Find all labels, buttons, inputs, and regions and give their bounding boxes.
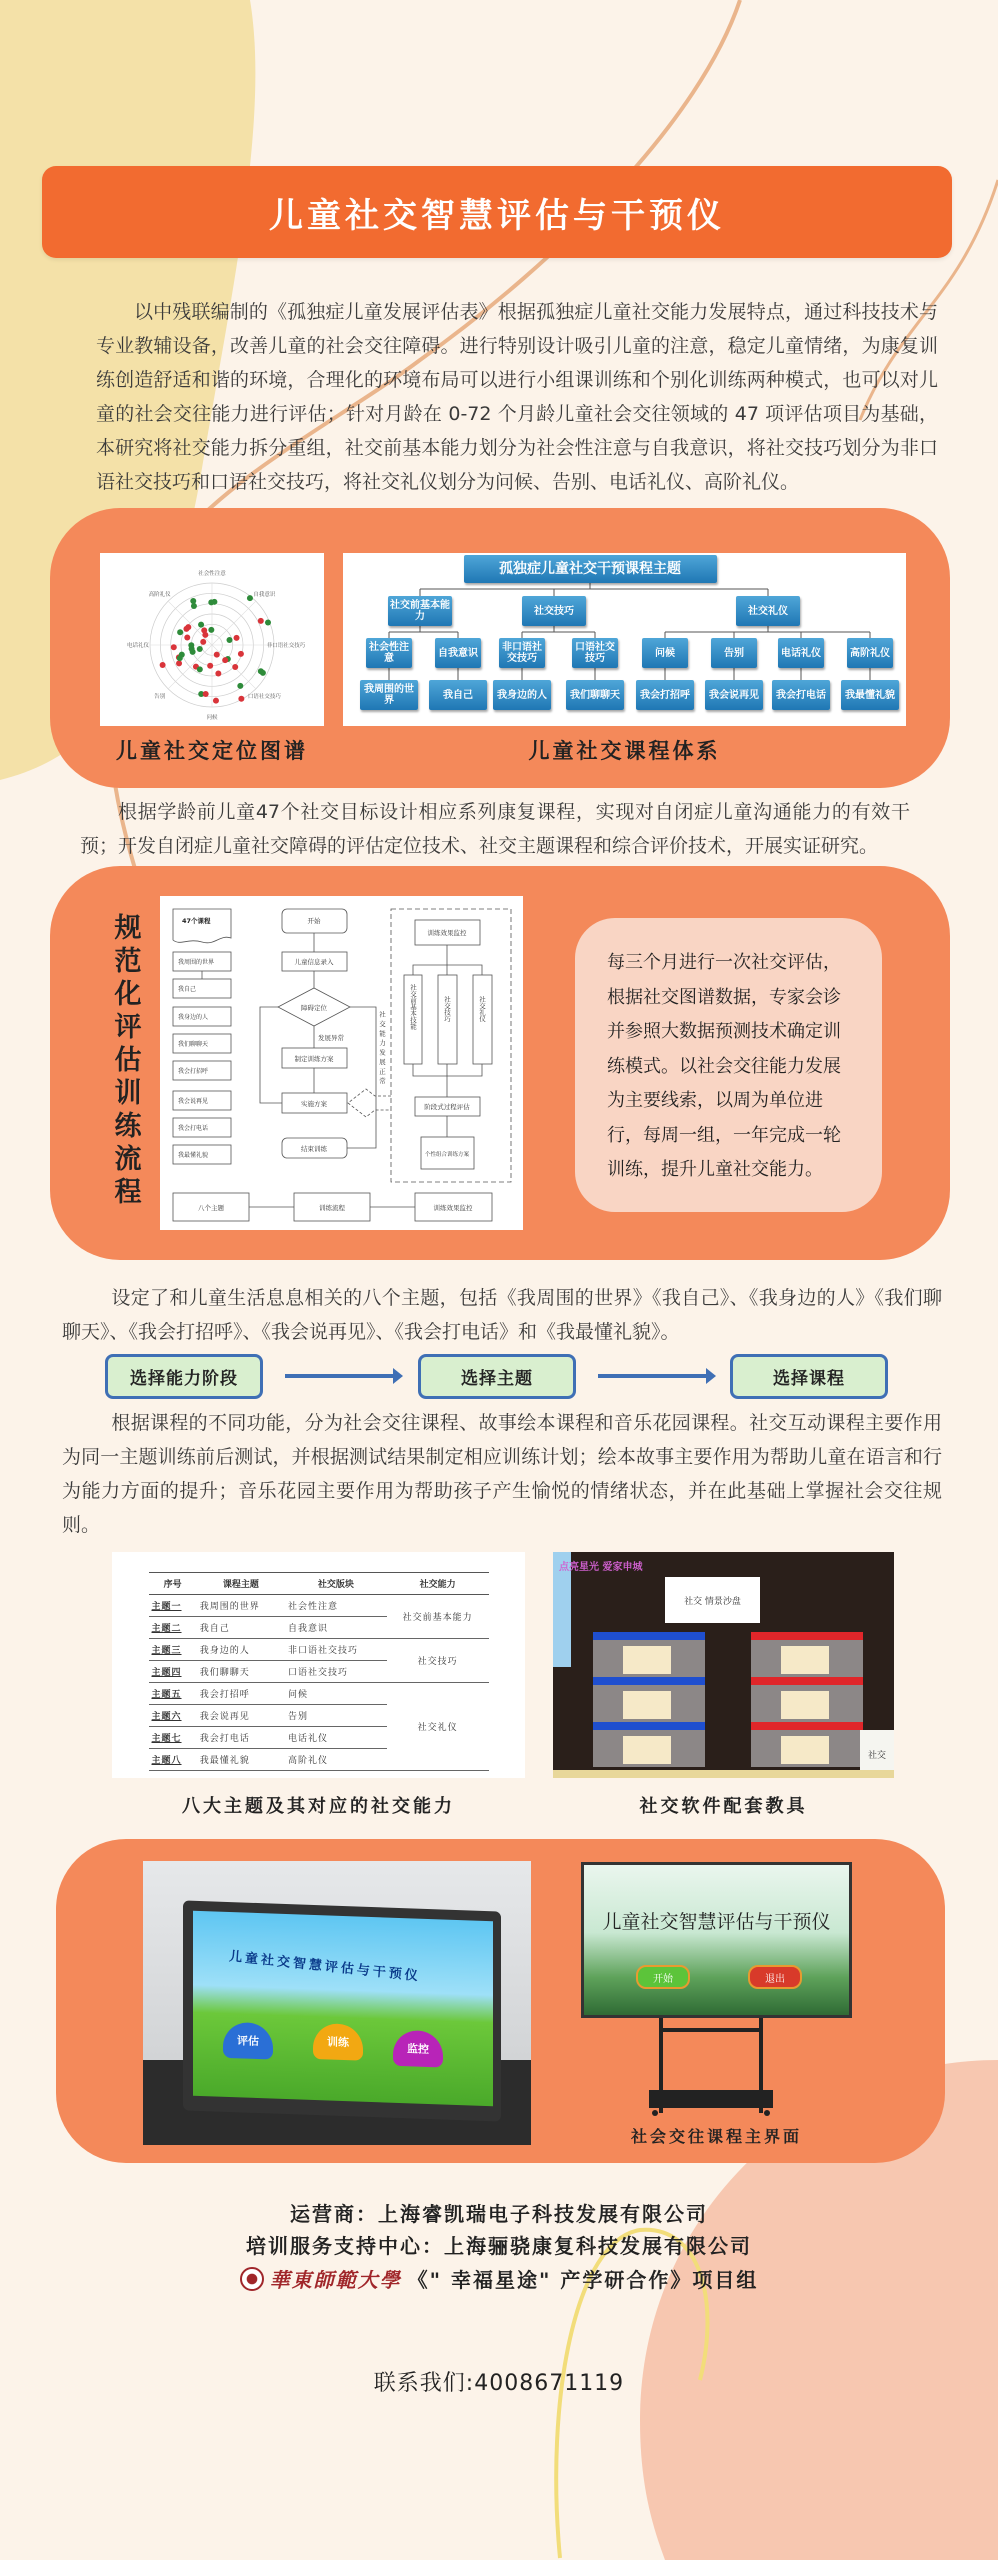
photo-banner: 点亮星光 爱家申城 (559, 1562, 643, 1573)
radar-point (232, 664, 238, 670)
flow-stage-eval: 阶段式过程评估 (424, 1103, 470, 1111)
radar-axis-label: 告别 (154, 693, 166, 700)
teaching-aid-box (751, 1722, 863, 1767)
photo-caption: 社交软件配套教具 (639, 1796, 808, 1817)
radar-point (189, 646, 195, 652)
radar-axis-label: 问候 (206, 715, 218, 721)
table-row (149, 1639, 489, 1661)
bottom-flow: 训练流程 (319, 1204, 345, 1212)
teaching-aid-box (593, 1677, 705, 1722)
table-cell: 口语社交技巧 (285, 1661, 387, 1683)
tablet-title: 儿童社交智慧评估与干预仪 (228, 1949, 422, 1985)
intro-paragraph: 以中残联编制的《孤独症儿童发展评估表》根据孤独症儿童社交能力发展特点，通过科技技术与专业教辅设备，改善儿童的社会交往障碍。进行特别设计吸引儿童的注意，稳定儿童情绪，为康复训练创造舒适和谐的环境，合理化的环境布局可以进行小组课训练和个别化训练两种模式，也可以对儿童的社会交往能力进行评估；针对月龄在 0-72 个月龄儿童社会交往领域的 47 项评估项目为基础，本研究将社交能力拆分重组，社交前基本能力划分为社会性注意与自我意识，将社交技巧划分为非口语社交技巧和口语社交技巧，将社交礼仪划分为问候、告别、电话礼仪、高阶礼仪。 (96, 301, 938, 493)
radar-point (234, 635, 240, 641)
monitor-title: 儿童社交智慧评估与干预仪 (602, 1911, 831, 1933)
table-row (149, 1683, 489, 1705)
table-cell: 主题四 (149, 1661, 197, 1683)
ability-cell: 社交技巧 (387, 1639, 489, 1683)
radar-axis-label: 自我意识 (253, 592, 276, 599)
radar-point (265, 619, 271, 625)
radar-point (176, 660, 182, 666)
university-seal-icon (240, 2267, 264, 2291)
vertical-title-char: 流 (114, 1144, 142, 1175)
monitor-exit-button[interactable]: 退出 (748, 1965, 802, 1989)
radar-point (258, 618, 264, 624)
tree-level3-node: 我周围的世界 (360, 680, 418, 710)
table-cell: 主题一 (149, 1595, 197, 1617)
radar-point (185, 624, 191, 630)
vertical-title-char: 估 (114, 1045, 142, 1076)
branch-basic: 社交前基本技能 (409, 984, 417, 1030)
themes-table-image (112, 1552, 525, 1778)
table-header: 社交版块 (285, 1573, 387, 1595)
course-tree-image (343, 553, 906, 726)
table-cell: 我身边的人 (197, 1639, 285, 1661)
training-center-text: 培训服务支持中心：上海骊骁康复科技发展有限公司 (246, 2234, 752, 2258)
tree-level3-node: 我会打电话 (772, 680, 830, 710)
tree-level3-node: 我会说再见 (705, 680, 763, 710)
flow-start: 开始 (307, 917, 321, 925)
tree-caption: 儿童社交课程体系 (528, 738, 721, 763)
flow-combo-plan: 个性组合训练方案 (424, 1152, 470, 1158)
page-title: 儿童社交智慧评估与干预仪 (269, 195, 725, 236)
table-cell: 电话礼仪 (285, 1727, 387, 1749)
table-header: 社交能力 (387, 1573, 489, 1595)
radar-point (197, 666, 203, 672)
table-cell: 主题五 (149, 1683, 197, 1705)
flow-implement: 实施方案 (301, 1100, 327, 1108)
tree-level3-node: 我会打招呼 (636, 680, 694, 710)
radar-point (184, 634, 190, 640)
tablet-train-button[interactable]: 训练 (313, 2023, 363, 2061)
vertical-title-char: 范 (114, 946, 142, 977)
flow-course-item: 我自己 (178, 986, 197, 993)
radar-point (208, 627, 214, 633)
radar-point (201, 627, 207, 633)
photo-side-sign: 社交 (860, 1730, 894, 1778)
assessment-note: 每三个月进行一次社交评估，根据社交图谱数据，专家会诊并参照大数据预测技术确定训练模式。以社会交往能力发展为主要线索，以周为单位进行，每周一组，一年完成一轮训练，提升儿童社交能力。 (575, 918, 882, 1212)
monitor-start-button[interactable]: 开始 (636, 1965, 690, 1989)
flow-input: 儿童信息录入 (294, 958, 334, 966)
table-cell: 我最懂礼貌 (197, 1749, 285, 1771)
flow-monitor: 训练效果监控 (427, 929, 467, 937)
monitor-screen (584, 1865, 849, 2015)
tree-level2-node: 口语社交技巧 (572, 638, 618, 668)
radar-axis-label: 口语社交技巧 (247, 693, 281, 700)
course-paragraph: 根据学龄前儿童47个社交目标设计相应系列康复课程，实现对自闭症儿童沟通能力的有效干预；开发自闭症儿童社交障碍的评估定位技术、社交主题课程和综合评价技术，开展实证研究。 (80, 801, 910, 857)
tablet-assess-button[interactable]: 评估 (223, 2022, 273, 2060)
radar-point (190, 598, 196, 604)
teaching-aid-box (593, 1722, 705, 1767)
project-line (0, 2264, 998, 2293)
radar-axis-label: 非口语社交技巧 (266, 643, 306, 649)
radar-caption: 儿童社交定位图谱 (116, 738, 308, 763)
flow-course-item: 我最懂礼貌 (178, 1152, 209, 1159)
table-caption: 八大主题及其对应的社交能力 (182, 1796, 455, 1817)
tree-level2-node: 非口语社交技巧 (499, 638, 545, 668)
themes-table (149, 1572, 489, 1771)
radar-point (247, 595, 253, 601)
tree-level2-node: 社会性注意 (366, 638, 412, 668)
radar-point (208, 599, 214, 605)
vertical-title-char: 练 (114, 1111, 142, 1142)
course-types-paragraph: 根据课程的不同功能，分为社会交往课程、故事绘本课程和音乐花园课程。社交互动课程主要作用为同一主题训练前后测试，并根据测试结果制定相应训练计划；绘本故事主要作用为帮助儿童在语言和行为能力方面的提升；音乐花园主要作用为帮助孩子产生愉悦的情绪状态，并在此基础上掌握社会交往规则。 (62, 1412, 942, 1536)
radar-point (213, 698, 219, 704)
table-cell: 高阶礼仪 (285, 1749, 387, 1771)
radar-point (160, 662, 166, 668)
vertical-title-char: 训 (114, 1078, 142, 1109)
monitor-device (581, 1862, 852, 2018)
tree-level2-node: 高阶礼仪 (847, 638, 893, 668)
radar-point (177, 629, 183, 635)
tree-level1-node: 社交礼仪 (736, 596, 800, 626)
project-text: 《" 幸福星途" 产学研合作》项目组 (407, 2268, 759, 2292)
teaching-aid-box (751, 1632, 863, 1677)
table-cell: 主题三 (149, 1639, 197, 1661)
teaching-aid-box (751, 1677, 863, 1722)
flow-course-item: 我会打招呼 (178, 1068, 209, 1075)
arrow-icon (285, 1374, 395, 1378)
radar-axis-label: 社会性注意 (198, 571, 226, 577)
table-cell: 自我意识 (285, 1617, 387, 1639)
flow-locate: 障碍定位 (301, 1004, 327, 1012)
flow-course-item: 我们聊聊天 (178, 1041, 209, 1048)
tablet-screen (193, 1911, 493, 2106)
tree-level2-node: 告别 (711, 638, 757, 668)
table-cell: 我会打招呼 (197, 1683, 285, 1705)
radar-chart-image (100, 553, 324, 726)
tree-level2-node: 自我意识 (435, 638, 481, 668)
table-cell: 主题七 (149, 1727, 197, 1749)
radar-point (237, 683, 243, 689)
ability-cell: 社交礼仪 (387, 1683, 489, 1771)
monitor-caption: 社会交往课程主界面 (630, 2127, 802, 2146)
bottom-themes: 八个主题 (198, 1204, 224, 1212)
tree-level1-node: 社交技巧 (522, 596, 586, 626)
title-banner (42, 166, 952, 258)
radar-point (207, 663, 213, 669)
radar-point (215, 671, 221, 677)
radar-point (227, 637, 233, 643)
vertical-title-char: 评 (114, 1012, 142, 1043)
flow-abnormal: 发展异常 (318, 1034, 344, 1042)
tree-level2-node: 问候 (642, 638, 688, 668)
table-cell: 我自己 (197, 1617, 285, 1639)
university-logo-text: 華東師範大學 (269, 2268, 402, 2292)
table-cell: 问候 (285, 1683, 387, 1705)
radar-point (179, 652, 185, 658)
radar-point (198, 622, 204, 628)
flow-normal: 社交能力发展正常 (378, 1011, 386, 1087)
tree-level1-node: 社交前基本能力 (388, 596, 452, 626)
radar-point (197, 646, 203, 652)
tree-root: 孤独症儿童社交干预课程主题 (464, 555, 717, 583)
radar-point (260, 670, 266, 676)
teaching-aid-box (593, 1632, 705, 1677)
radar-point (222, 657, 228, 663)
flow-course-item: 我身边的人 (178, 1014, 209, 1021)
vertical-title (113, 912, 143, 1209)
radar-point (203, 691, 209, 697)
tree-level3-node: 我身边的人 (493, 680, 551, 710)
table-cell: 我会打电话 (197, 1727, 285, 1749)
branch-skills: 社交技巧 (443, 996, 451, 1022)
radar-point (171, 644, 177, 650)
radar-point (200, 639, 206, 645)
table-cell: 主题八 (149, 1749, 197, 1771)
bottom-monitor: 训练效果监控 (433, 1204, 473, 1212)
radar-point (214, 652, 220, 658)
flow-plan: 制定训练方案 (294, 1055, 334, 1063)
ability-cell: 社交前基本能力 (387, 1595, 489, 1639)
vertical-title-char: 化 (114, 979, 142, 1010)
flow-course-item: 我会说再见 (178, 1098, 209, 1105)
table-header: 课程主题 (197, 1573, 285, 1595)
tree-level3-node: 我最懂礼貌 (841, 680, 899, 710)
flow-end: 结束训练 (301, 1145, 327, 1153)
table-cell: 主题六 (149, 1705, 197, 1727)
tree-level2-node: 电话礼仪 (778, 638, 824, 668)
contact-text: 联系我们:4008671119 (373, 2371, 625, 2396)
flow-course-item: 我会打电话 (178, 1125, 209, 1132)
table-cell: 主题二 (149, 1617, 197, 1639)
vertical-title-char: 规 (114, 913, 142, 944)
step-select-theme: 选择主题 (418, 1354, 576, 1399)
themes-paragraph: 设定了和儿童生活息息相关的八个主题，包括《我周围的世界》《我自己》、《我身边的人》《我们聊聊天》、《我会打招呼》、《我会说再见》、《我会打电话》和《我最懂礼貌》。 (62, 1287, 942, 1343)
step-select-course: 选择课程 (730, 1354, 888, 1399)
table-cell: 我们聊聊天 (197, 1661, 285, 1683)
branch-etiquette: 社交礼仪 (478, 996, 486, 1022)
courses-header: 47个课程 (182, 917, 211, 925)
vertical-title-char: 程 (114, 1177, 142, 1208)
tree-level3-node: 我们聊聊天 (566, 680, 624, 710)
radar-axis-label: 电话礼仪 (126, 643, 150, 649)
radar-point (191, 603, 197, 609)
flow-course-item: 我周围的世界 (178, 959, 215, 966)
arrow-icon (598, 1374, 708, 1378)
operator-text: 运营商：上海睿凯瑞电子科技发展有限公司 (290, 2202, 708, 2226)
step-select-ability: 选择能力阶段 (105, 1354, 263, 1399)
course-list (173, 909, 231, 943)
tablet-monitor-button[interactable]: 监控 (393, 2030, 443, 2068)
table-cell: 告别 (285, 1705, 387, 1727)
table-row (149, 1595, 489, 1617)
flowchart-image (160, 896, 523, 1230)
tablet-photo (143, 1861, 531, 2145)
table-header: 序号 (149, 1573, 197, 1595)
radar-axis-label: 高阶礼仪 (148, 592, 171, 599)
radar-point (238, 651, 244, 657)
tree-level3-node: 我自己 (429, 680, 487, 710)
table-cell: 我周围的世界 (197, 1595, 285, 1617)
teaching-aids-photo (553, 1552, 894, 1778)
table-cell: 社会性注意 (285, 1595, 387, 1617)
table-cell: 非口语社交技巧 (285, 1639, 387, 1661)
photo-sign: 社交 情景沙盘 (665, 1577, 760, 1623)
radar-point (238, 696, 244, 702)
monitor-stand (581, 2018, 852, 2118)
table-cell: 我会说再见 (197, 1705, 285, 1727)
